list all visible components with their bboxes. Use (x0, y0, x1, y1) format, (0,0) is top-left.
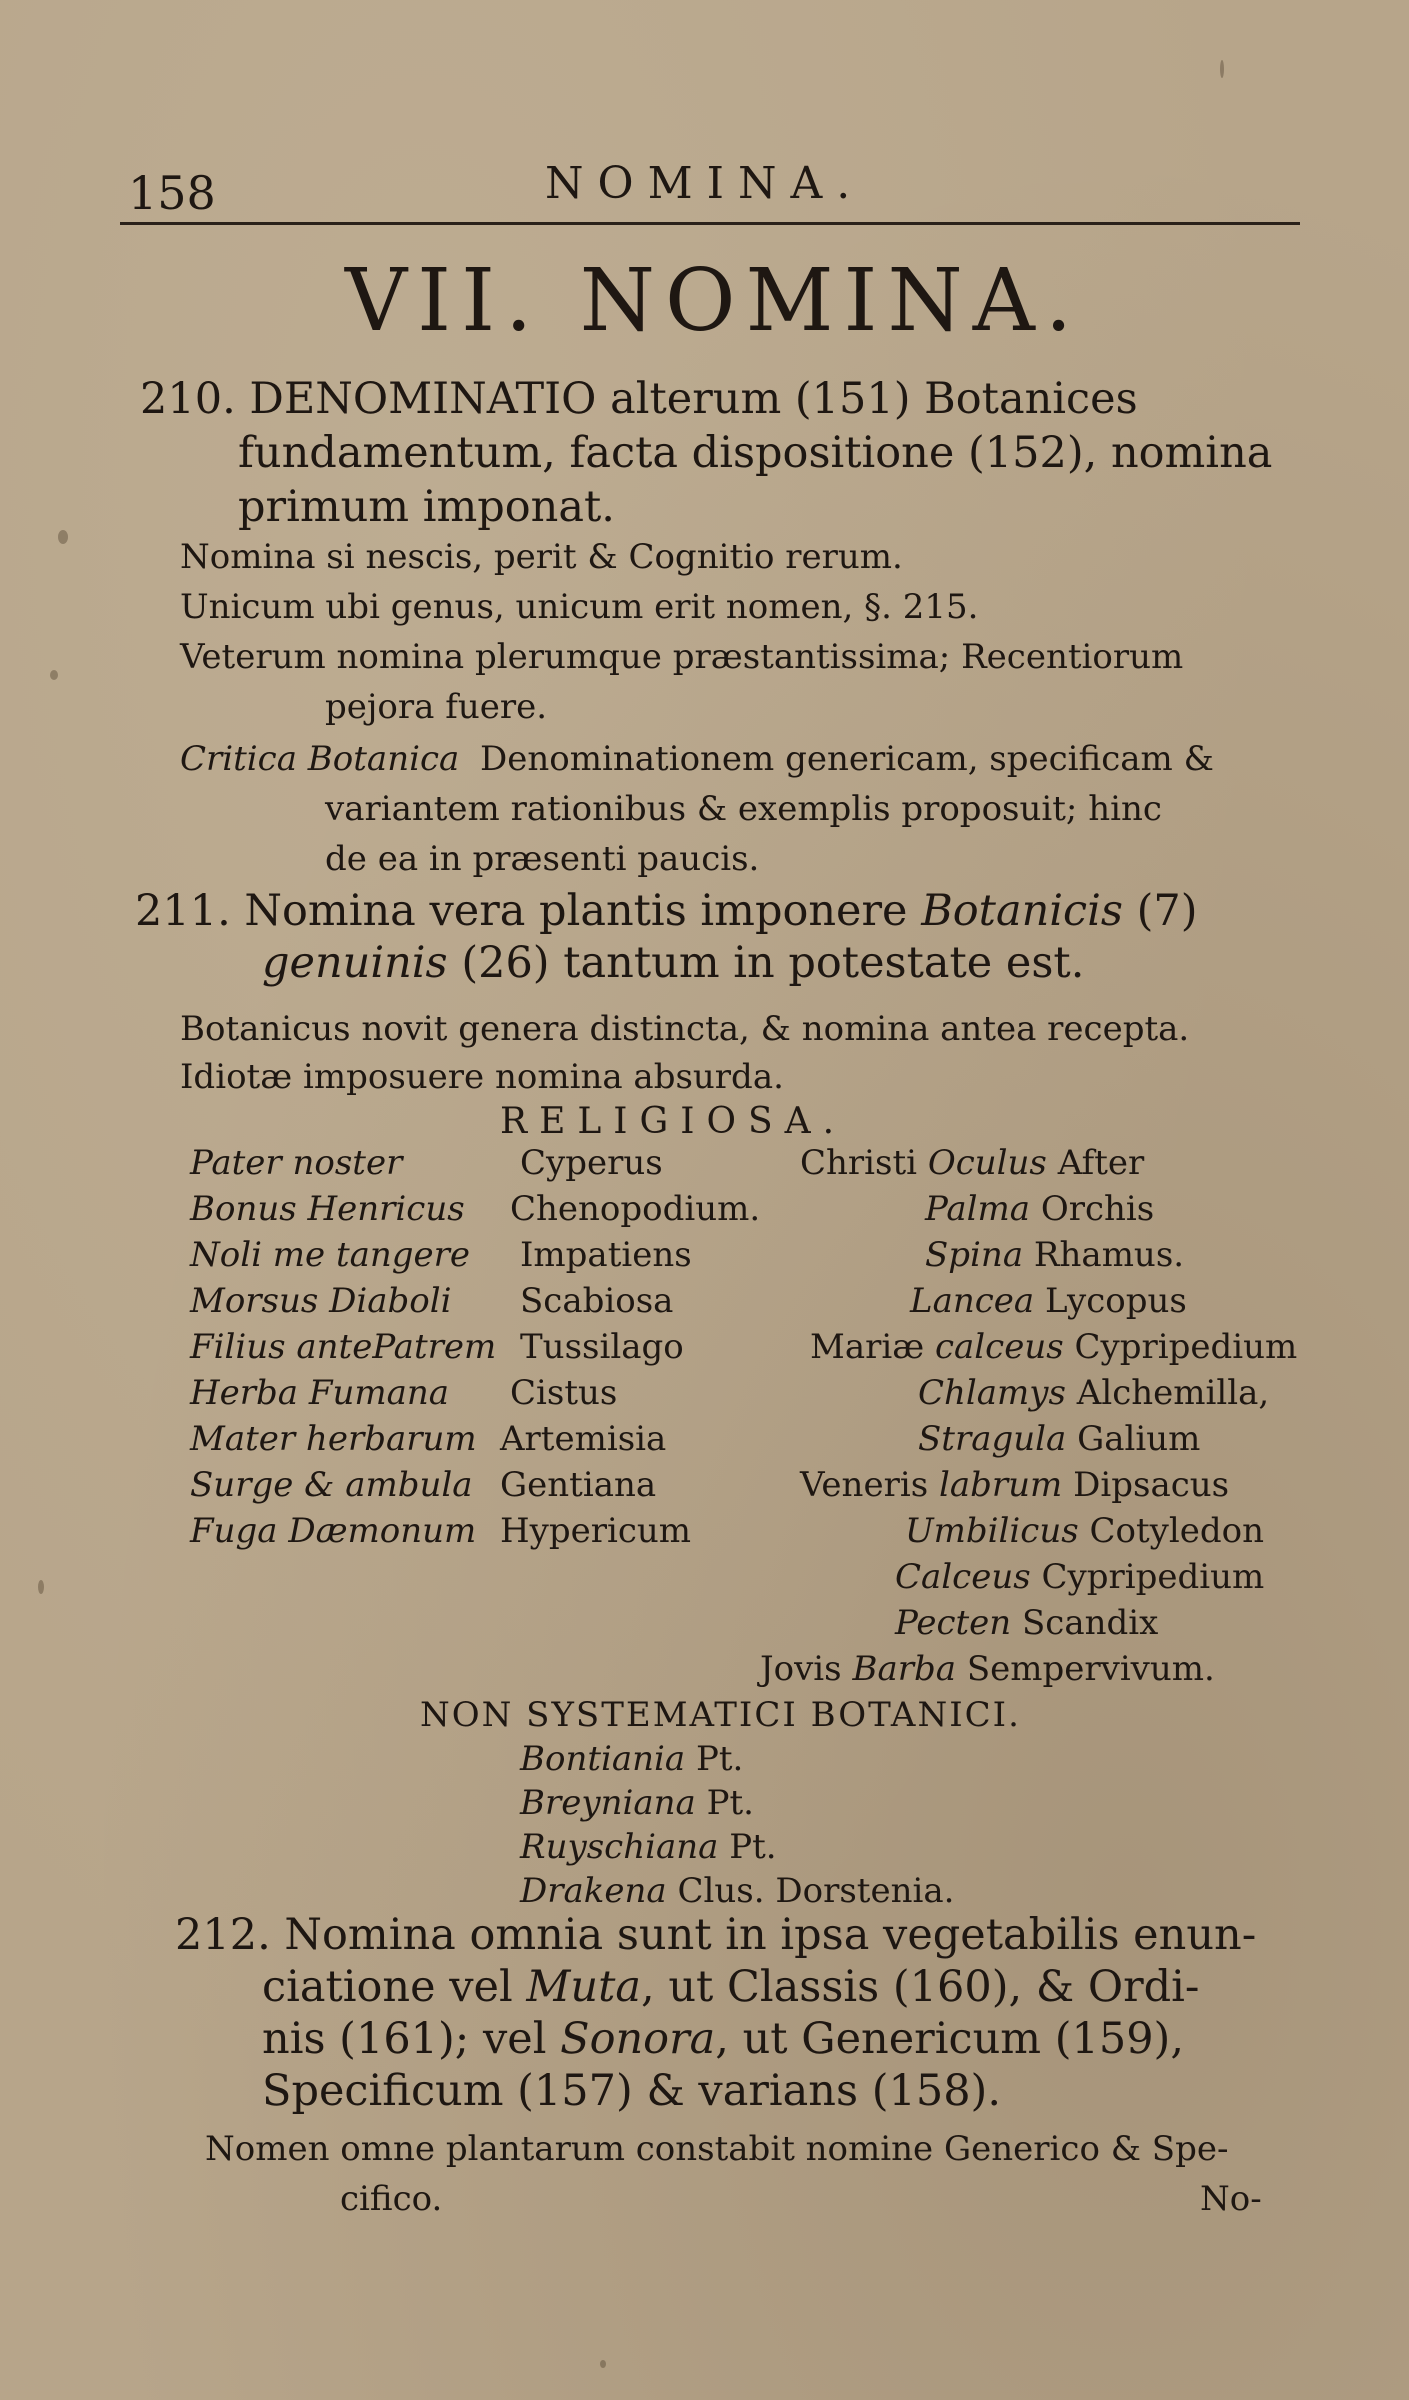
religiosa-latin: Pater noster (190, 1143, 403, 1183)
s211-line-1-ref: (7) (1136, 886, 1198, 936)
religiosa-latin: Lancea (910, 1281, 1035, 1321)
religiosa-genus: Impatiens (520, 1235, 692, 1275)
religiosa-latin: Umbilicus (905, 1511, 1079, 1551)
list-item (910, 1281, 1187, 1321)
s210-note-1: Nomina si nescis, perit & Cognitio rerum. (180, 537, 903, 577)
list-item (918, 1373, 1270, 1413)
s212-line-4: Specificum (157) & varians (158). (262, 2066, 1001, 2116)
religiosa-latin: Bonus Henricus (190, 1189, 465, 1229)
s212-line-2-c: , ut Classis (160), & Ordi- (641, 1962, 1200, 2012)
religiosa-genus: Scandix (1022, 1603, 1159, 1643)
list-item (520, 1871, 955, 1911)
list-item (190, 1465, 657, 1505)
page-number: 158 (128, 166, 216, 220)
religiosa-genus: Dipsacus (1073, 1465, 1230, 1505)
list-item (895, 1603, 1159, 1643)
list-item (760, 1649, 1215, 1689)
religiosa-prefix: Jovis (760, 1649, 842, 1689)
s212-line-2 (262, 1962, 1200, 2012)
religiosa-latin: Palma (925, 1189, 1031, 1229)
list-item (190, 1143, 663, 1183)
religiosa-prefix: Christi (800, 1143, 918, 1183)
s211-line-1-italic: Botanicis (921, 886, 1123, 936)
non-systematici-author: Pt. (696, 1739, 744, 1779)
paper-speck (600, 2360, 606, 2368)
list-item (925, 1189, 1155, 1229)
religiosa-genus: Cistus (510, 1373, 618, 1413)
religiosa-latin: Fuga Dæmonum (190, 1511, 477, 1551)
s210-line-3: primum imponat. (238, 482, 615, 532)
list-item (925, 1235, 1185, 1275)
non-systematici-author: Pt. (729, 1827, 777, 1867)
s210-note-2: Unicum ubi genus, unicum erit nomen, §. 215. (180, 587, 979, 627)
religiosa-genus: Tussilago (520, 1327, 684, 1367)
religiosa-latin: Morsus Diaboli (190, 1281, 452, 1321)
religiosa-genus: Cypripedium (1041, 1557, 1265, 1597)
s211-line-1-text: 211. Nomina vera plantis imponere (135, 886, 908, 936)
critica-line-2: variantem rationibus & exemplis proposuit; hinc (325, 789, 1162, 829)
religiosa-genus: Orchis (1040, 1189, 1155, 1229)
s211-line-2-text: (26) tantum in potestate est. (461, 938, 1085, 988)
list-item (918, 1419, 1201, 1459)
religiosa-genus: Scabiosa (520, 1281, 674, 1321)
non-systematici-latin: Bontiania (520, 1739, 686, 1779)
religiosa-latin: Herba Fumana (190, 1373, 450, 1413)
s212-note-1: Nomen omne plantarum constabit nomine Generico & Spe- (205, 2129, 1229, 2169)
critica-line-3: de ea in præsenti paucis. (325, 839, 760, 879)
s212-line-1: 212. Nomina omnia sunt in ipsa vegetabilis enun- (175, 1910, 1257, 1960)
religiosa-genus: Cyperus (520, 1143, 663, 1183)
religiosa-genus: Sempervivum. (966, 1649, 1215, 1689)
s212-line-3 (262, 2014, 1185, 2064)
religiosa-genus: After (1057, 1143, 1145, 1183)
header-rule (120, 222, 1300, 225)
non-systematici-latin: Drakena (520, 1871, 667, 1911)
s211-line-1 (135, 886, 1198, 936)
list-item (520, 1739, 744, 1779)
s212-line-2-a: ciatione vel (262, 1962, 513, 2012)
religiosa-heading: RELIGIOSA. (500, 1101, 847, 1142)
list-item (190, 1511, 692, 1551)
non-systematici-author: Pt. (706, 1783, 754, 1823)
list-item (190, 1419, 667, 1459)
religiosa-prefix: Mariæ (810, 1327, 925, 1367)
non-systematici-latin: Breyniana (520, 1783, 696, 1823)
non-systematici-author: Clus. Dorstenia. (677, 1871, 955, 1911)
s210-line-2: fundamentum, facta dispositione (152), nomina (238, 428, 1273, 478)
paper-speck (1220, 60, 1224, 78)
religiosa-genus: Gentiana (500, 1465, 657, 1505)
catchword: No- (1200, 2179, 1262, 2219)
religiosa-genus: Artemisia (500, 1419, 667, 1459)
s212-line-3-italic: Sonora (560, 2014, 716, 2064)
list-item (190, 1373, 618, 1413)
religiosa-latin: Mater herbarum (190, 1419, 477, 1459)
list-item (190, 1189, 761, 1229)
religiosa-latin: Pecten (895, 1603, 1012, 1643)
list-item (905, 1511, 1264, 1551)
chapter-title: VII. NOMINA. (345, 251, 1083, 351)
critica-line-1: Denominationem genericam, specificam & (480, 739, 1214, 779)
s211-line-2-italic: genuinis (262, 938, 448, 988)
religiosa-latin: Spina (925, 1235, 1024, 1275)
religiosa-latin: Barba (852, 1649, 956, 1689)
running-title: NOMINA. (545, 158, 865, 209)
s212-note-2: cifico. (340, 2179, 443, 2219)
list-item (190, 1281, 674, 1321)
religiosa-genus: Chenopodium. (510, 1189, 761, 1229)
list-item (520, 1827, 777, 1867)
religiosa-prefix: Veneris (800, 1465, 929, 1505)
religiosa-genus: Galium (1077, 1419, 1201, 1459)
religiosa-genus: Cypripedium (1074, 1327, 1298, 1367)
list-item (810, 1327, 1298, 1367)
religiosa-genus: Alchemilla, (1076, 1373, 1270, 1413)
religiosa-latin: Chlamys (918, 1373, 1066, 1413)
non-systematici-latin: Ruyschiana (520, 1827, 719, 1867)
s212-line-3-c: , ut Genericum (159), (715, 2014, 1185, 2064)
s212-line-2-italic: Muta (526, 1962, 642, 2012)
list-item (190, 1327, 684, 1367)
religiosa-latin: Filius antePatrem (190, 1327, 497, 1367)
s210-note-4: pejora fuere. (325, 687, 548, 727)
religiosa-latin: Noli me tangere (190, 1235, 471, 1275)
religiosa-latin: Stragula (918, 1419, 1067, 1459)
s211-note-1: Botanicus novit genera distincta, & nomina antea recepta. (180, 1009, 1190, 1049)
list-item (800, 1465, 1230, 1505)
s211-note-2: Idiotæ imposuere nomina absurda. (180, 1057, 784, 1097)
critica-label: Critica Botanica (180, 739, 460, 779)
religiosa-latin: calceus (934, 1327, 1064, 1367)
paper-speck (38, 1580, 44, 1594)
non-systematici-heading: NON SYSTEMATICI BOTANICI. (420, 1695, 1021, 1735)
s210-note-3: Veterum nomina plerumque præstantissima; Recentiorum (180, 637, 1184, 677)
religiosa-genus: Cotyledon (1089, 1511, 1264, 1551)
religiosa-latin: Oculus (927, 1143, 1047, 1183)
religiosa-genus: Lycopus (1045, 1281, 1187, 1321)
religiosa-genus: Rhamus. (1033, 1235, 1185, 1275)
religiosa-latin: labrum (938, 1465, 1063, 1505)
religiosa-latin: Surge & ambula (190, 1465, 473, 1505)
paper-speck (58, 530, 68, 544)
s211-line-2 (262, 938, 1085, 988)
s212-line-3-a: nis (161); vel (262, 2014, 547, 2064)
religiosa-genus: Hypericum (500, 1511, 692, 1551)
s210-line-1: 210. DENOMINATIO alterum (151) Botanices (140, 374, 1138, 424)
paper-speck (50, 670, 58, 680)
list-item (190, 1235, 692, 1275)
religiosa-latin: Calceus (895, 1557, 1031, 1597)
list-item (520, 1783, 754, 1823)
list-item (895, 1557, 1265, 1597)
list-item (800, 1143, 1145, 1183)
